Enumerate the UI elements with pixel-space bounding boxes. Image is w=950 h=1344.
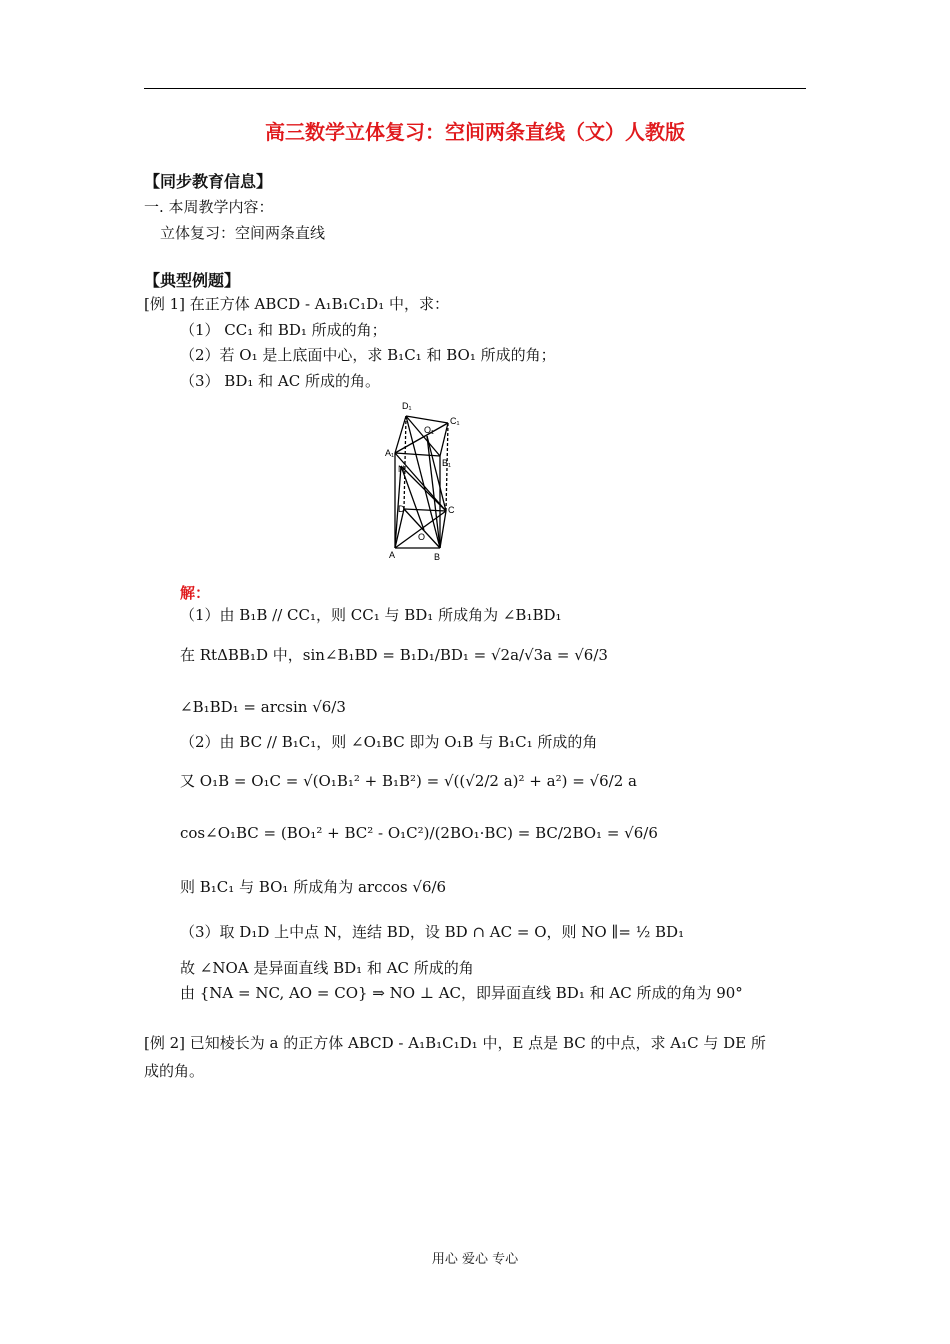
label-d1: D₁ — [402, 401, 412, 411]
solution-step-6: cos∠O₁BC = (BO₁² + BC² - O₁C²)/(2BO₁·BC) = BC/2BO₁ = √6/6 — [180, 824, 658, 842]
solution-step-7: 则 B₁C₁ 与 BO₁ 所成角为 arccos √6/6 — [180, 878, 447, 896]
label-a1: A₁ — [385, 448, 395, 458]
label-o: O — [418, 532, 426, 542]
example-2-line-1: [例 2] 已知棱长为 a 的正方体 ABCD - A₁B₁C₁D₁ 中，E 点是 BC 的中点，求 A₁C 与 DE 所 — [144, 1034, 766, 1052]
example-2-line-2: 成的角。 — [144, 1062, 205, 1080]
solution-step-5: 又 O₁B = O₁C = √(O₁B₁² + B₁B²) = √((√2/2 a)² + a²) = √6/2 a — [180, 772, 637, 790]
solution-step-9: 故 ∠NOA 是异面直线 BD₁ 和 AC 所成的角 — [180, 959, 474, 977]
content-heading: 一. 本周教学内容： — [144, 198, 274, 216]
label-c: C — [448, 505, 455, 515]
page-footer: 用心 爱心 专心 — [431, 1252, 519, 1267]
label-a: A — [389, 550, 396, 560]
solution-step-10: 由 {NA = NC, AO = CO} ⇒ NO ⊥ AC，即异面直线 BD₁ 和 AC 所成的角为 90° — [180, 984, 743, 1002]
example-1-question-1: （1） CC₁ 和 BD₁ 所成的角； — [180, 321, 387, 339]
label-b1: B₁ — [442, 458, 452, 468]
example-1-question-3: （3） BD₁ 和 AC 所成的角。 — [180, 372, 380, 390]
section-heading-examples: 【典型例题】 — [144, 271, 241, 290]
example-1-statement: [例 1] 在正方体 ABCD - A₁B₁C₁D₁ 中，求： — [144, 295, 449, 313]
solution-label: 解： — [180, 584, 211, 602]
label-c1: C₁ — [450, 416, 460, 426]
label-o1: O₁ — [424, 425, 435, 435]
cube-figure — [384, 396, 464, 564]
section-heading-sync: 【同步教育信息】 — [144, 172, 273, 191]
example-1-question-2: （2）若 O₁ 是上底面中心，求 B₁C₁ 和 BO₁ 所成的角； — [180, 346, 556, 364]
solution-step-8: （3）取 D₁D 上中点 N，连结 BD，设 BD ∩ AC = O，则 NO ∥= ½ BD₁ — [180, 923, 685, 941]
label-n: N — [398, 464, 405, 474]
label-b: B — [434, 552, 441, 562]
solution-step-3: ∠B₁BD₁ = arcsin √6/3 — [180, 698, 346, 716]
solution-step-2: 在 RtΔBB₁D 中，sin∠B₁BD = B₁D₁/BD₁ = √2a/√3a = √6/3 — [180, 646, 608, 664]
page-title: 高三数学立体复习：空间两条直线（文）人教版 — [265, 120, 685, 144]
solution-step-1: （1）由 B₁B // CC₁，则 CC₁ 与 BD₁ 所成角为 ∠B₁BD₁ — [180, 606, 562, 624]
solution-step-4: （2）由 BC // B₁C₁，则 ∠O₁BC 即为 O₁B 与 B₁C₁ 所成的角 — [180, 733, 598, 751]
content-body: 立体复习：空间两条直线 — [160, 224, 326, 242]
label-d: D — [398, 504, 405, 514]
header-rule — [144, 88, 806, 89]
